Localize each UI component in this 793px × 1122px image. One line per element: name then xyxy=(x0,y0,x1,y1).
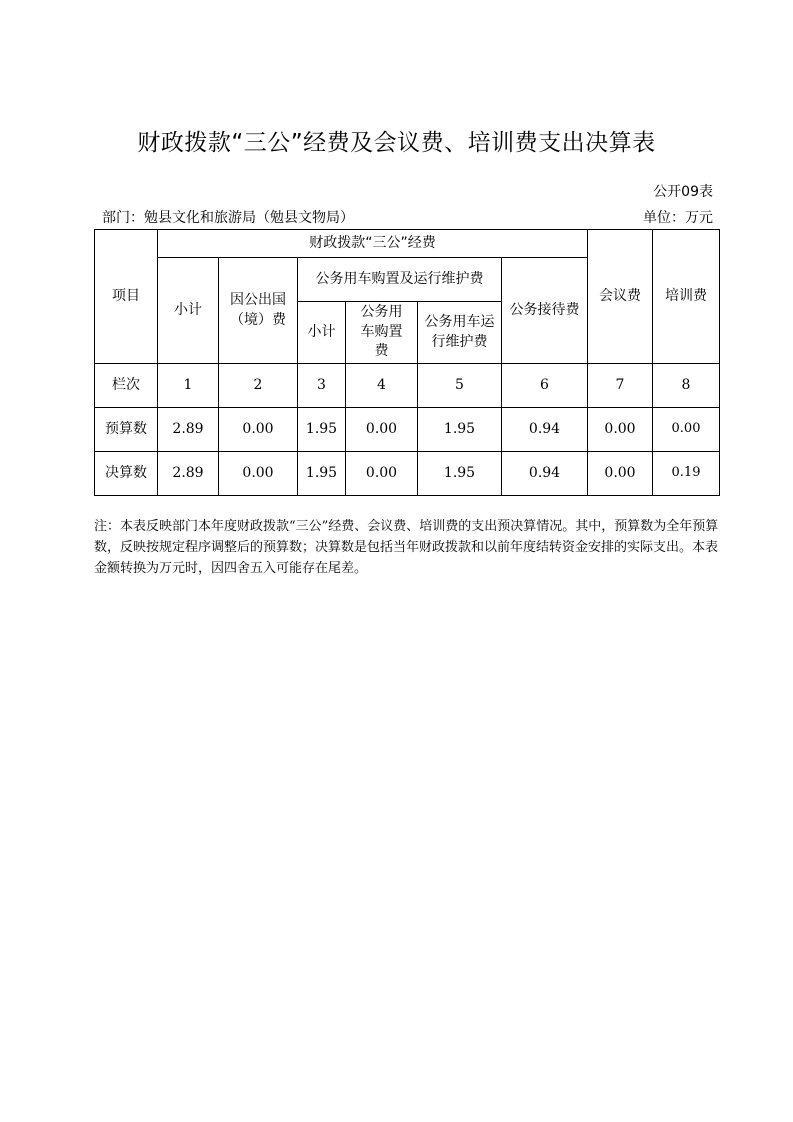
cell-value: 0.00 xyxy=(588,452,653,496)
header-vehicle-purchase: 公务用车购置费 xyxy=(346,302,418,364)
header-vehicle-group: 公务用车购置及运行维护费 xyxy=(298,258,502,302)
cell-value: 1.95 xyxy=(418,452,502,496)
cell-value: 0.00 xyxy=(588,408,653,452)
cell-value: 2.89 xyxy=(158,452,219,496)
column-number: 1 xyxy=(158,364,219,408)
table-row-actual xyxy=(95,452,720,496)
cell-value: 1.95 xyxy=(298,408,346,452)
table-row-budget xyxy=(95,408,720,452)
column-number: 4 xyxy=(346,364,418,408)
row-label: 预算数 xyxy=(95,408,158,452)
column-number: 8 xyxy=(653,364,720,408)
table-note: 注：本表反映部门本年度财政拨款“三公”经费、会议费、培训费的支出预决算情况。其中，预算数为全年预算数，反映按规定程序调整后的预算数；决算数是包括当年财政拨款和以前年度结转资金安排的实际支出。本表金额转换为万元时，因四舍五入可能存在尾差。 xyxy=(94,519,719,576)
cell-value: 0.19 xyxy=(653,452,720,496)
column-number: 7 xyxy=(588,364,653,408)
column-number: 2 xyxy=(219,364,298,408)
cell-value: 0.00 xyxy=(219,452,298,496)
cell-value: 0.00 xyxy=(346,408,418,452)
header-vehicle-operation: 公务用车运行维护费 xyxy=(418,302,502,364)
table-number: 公开09表 xyxy=(653,184,713,200)
header-item: 项目 xyxy=(95,230,158,364)
unit-label: 单位：万元 xyxy=(643,210,713,226)
row-label: 决算数 xyxy=(95,452,158,496)
cell-value: 1.95 xyxy=(298,452,346,496)
column-number: 3 xyxy=(298,364,346,408)
header-subtotal: 小计 xyxy=(158,258,219,364)
cell-value: 0.94 xyxy=(502,408,588,452)
cell-value: 0.00 xyxy=(346,452,418,496)
header-meeting: 会议费 xyxy=(588,230,653,364)
header-abroad: 因公出国（境）费 xyxy=(219,258,298,364)
column-number: 5 xyxy=(418,364,502,408)
column-number: 6 xyxy=(502,364,588,408)
header-three-public: 财政拨款“三公”经费 xyxy=(158,230,588,258)
cell-value: 0.94 xyxy=(502,452,588,496)
cell-value: 1.95 xyxy=(418,408,502,452)
department-label: 部门：勉县文化和旅游局（勉县文物局） xyxy=(102,210,354,226)
expenditure-table xyxy=(94,229,720,496)
header-training: 培训费 xyxy=(653,230,720,364)
cell-value: 0.00 xyxy=(653,408,720,452)
cell-value: 2.89 xyxy=(158,408,219,452)
header-vehicle-subtotal: 小计 xyxy=(298,302,346,364)
report-title: 财政拨款“三公”经费及会议费、培训费支出决算表 xyxy=(137,130,656,156)
header-reception: 公务接待费 xyxy=(502,258,588,364)
cell-value: 0.00 xyxy=(219,408,298,452)
column-number-label: 栏次 xyxy=(95,364,158,408)
